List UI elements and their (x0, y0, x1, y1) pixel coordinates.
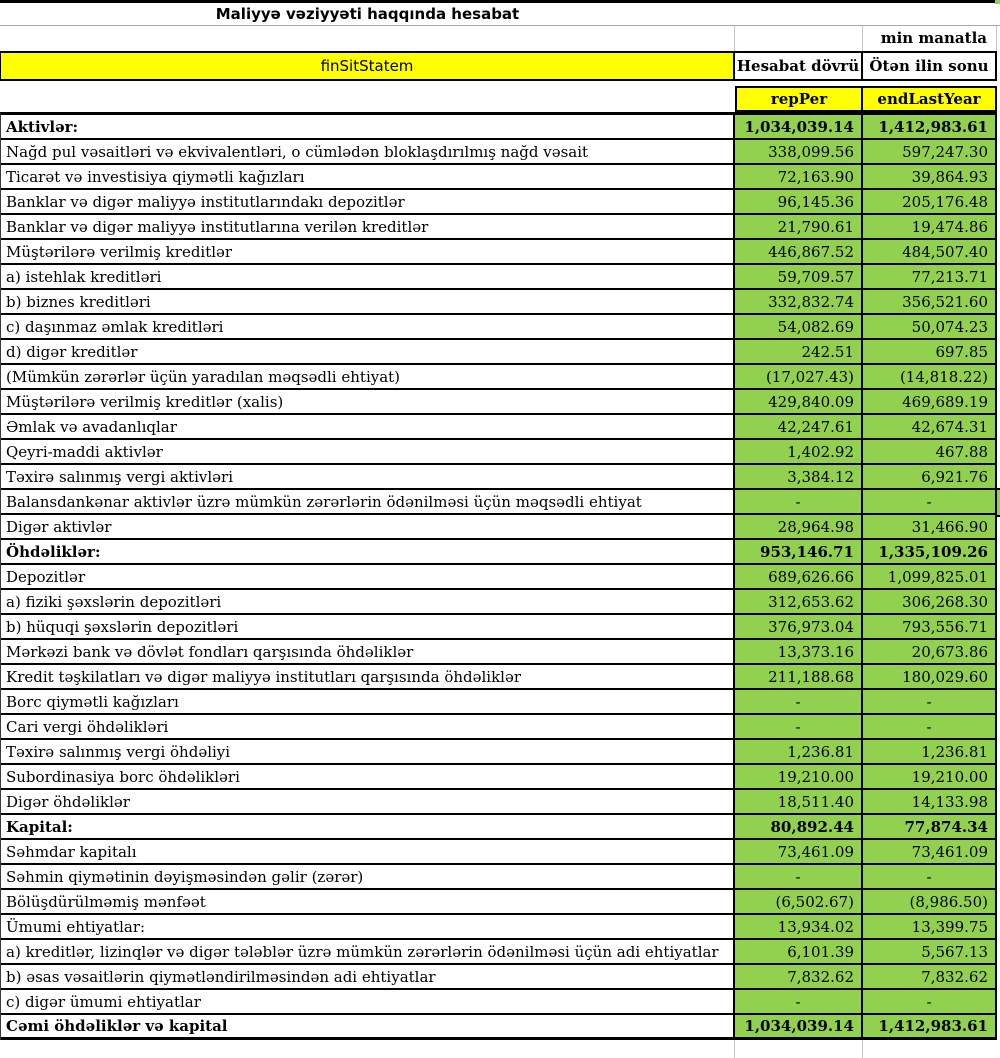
value-cell-end-last-year[interactable]: 31,466.90 (863, 515, 997, 540)
value-cell-end-last-year[interactable]: 467.88 (863, 440, 997, 465)
value-cell-end-last-year[interactable]: 13,399.75 (863, 915, 997, 940)
row-label-cell[interactable]: Digər öhdəliklər (1, 790, 735, 815)
row-label-cell[interactable]: a) fiziki şəxslərin depozitləri (1, 590, 735, 615)
value-cell-reporting-period[interactable]: 21,790.61 (735, 215, 863, 240)
value-cell-end-last-year[interactable]: (8,986.50) (863, 890, 997, 915)
header-cell-reporting-period[interactable]: Hesabat dövrü (735, 51, 863, 81)
row-label-cell[interactable]: d) digər kreditlər (1, 340, 735, 365)
row-label-cell[interactable]: b) biznes kreditləri (1, 290, 735, 315)
value-cell-end-last-year[interactable]: 5,567.13 (863, 940, 997, 965)
table-row (1, 440, 997, 465)
table-row (1, 165, 997, 190)
row-label-cell[interactable]: a) kreditlər, lizinqlər və digər tələblər üzrə mümkün zərərlərin ödənilməsi üçün adi ehtiyatlar (1, 940, 735, 965)
table-row (1, 390, 997, 415)
value-cell-reporting-period[interactable]: 18,511.40 (735, 790, 863, 815)
table-row (1, 465, 997, 490)
table-row (1, 565, 997, 590)
subheader-cell-repper[interactable]: repPer (735, 86, 863, 112)
value-cell-end-last-year[interactable]: 7,832.62 (863, 965, 997, 990)
table-row (1, 865, 997, 890)
table-row (1, 815, 997, 840)
row-label-cell[interactable]: a) istehlak kreditləri (1, 265, 735, 290)
row-label-cell[interactable]: Banklar və digər maliyyə institutlarındakı depozitlər (1, 190, 735, 215)
value-cell-reporting-period[interactable]: 1,034,039.14 (735, 1015, 863, 1040)
value-cell-end-last-year[interactable]: 180,029.60 (863, 665, 997, 690)
row-label-cell[interactable]: Aktivlər: (1, 115, 735, 140)
unit-note-row (0, 26, 997, 51)
table-row (1, 1015, 997, 1040)
value-cell-reporting-period[interactable]: (17,027.43) (735, 365, 863, 390)
value-cell-end-last-year[interactable]: 6,921.76 (863, 465, 997, 490)
subheader-cell-endlastyear[interactable]: endLastYear (863, 86, 997, 112)
row-label-cell[interactable]: Borc qiymətli kağızları (1, 690, 735, 715)
header-cell-end-of-last-year[interactable]: Ötən ilin sonu (863, 51, 997, 81)
table-row (1, 890, 997, 915)
table-row (1, 215, 997, 240)
table-row (1, 515, 997, 540)
row-label-cell[interactable]: Öhdəliklər: (1, 540, 735, 565)
table-row (1, 765, 997, 790)
value-cell-end-last-year[interactable]: 793,556.71 (863, 615, 997, 640)
value-cell-reporting-period[interactable]: - (735, 715, 863, 740)
subheader-row (735, 86, 997, 112)
table-body (0, 112, 997, 1040)
table-row (1, 140, 997, 165)
page-title: Maliyyə vəziyyəti haqqında hesabat (215, 5, 520, 23)
value-cell-reporting-period[interactable]: (6,502.67) (735, 890, 863, 915)
row-label-cell[interactable]: Təxirə salınmış vergi aktivləri (1, 465, 735, 490)
value-cell-reporting-period[interactable]: 689,626.66 (735, 565, 863, 590)
table-row (1, 415, 997, 440)
table-row (1, 290, 997, 315)
table-row (1, 115, 997, 140)
row-label-cell[interactable]: Mərkəzi bank və dövlət fondları qarşısında öhdəliklər (1, 640, 735, 665)
row-label-cell[interactable]: Kredit təşkilatları və digər maliyyə institutları qarşısında öhdəliklər (1, 665, 735, 690)
table-row (1, 740, 997, 765)
table-row (1, 615, 997, 640)
row-label-cell[interactable]: Depozitlər (1, 565, 735, 590)
value-cell-end-last-year[interactable]: 484,507.40 (863, 240, 997, 265)
value-cell-end-last-year[interactable]: 20,673.86 (863, 640, 997, 665)
green-cell-fragment-top-right (995, 0, 1000, 4)
table-row (1, 315, 997, 340)
value-cell-reporting-period[interactable]: 13,934.02 (735, 915, 863, 940)
row-label-cell[interactable]: Ümumi ehtiyatlar: (1, 915, 735, 940)
header-cell-finsitstatem[interactable]: finSitStatem (0, 51, 735, 81)
title-row (0, 3, 1000, 26)
value-cell-reporting-period[interactable]: 1,034,039.14 (735, 115, 863, 140)
row-label-cell[interactable]: Subordinasiya borc öhdəlikləri (1, 765, 735, 790)
value-cell-reporting-period[interactable]: 312,653.62 (735, 590, 863, 615)
value-cell-end-last-year[interactable]: 42,674.31 (863, 415, 997, 440)
value-cell-reporting-period[interactable]: 42,247.61 (735, 415, 863, 440)
row-label-cell[interactable]: Digər aktivlər (1, 515, 735, 540)
row-label-cell[interactable]: b) əsas vəsaitlərin qiymətləndirilməsindən adi ehtiyatlar (1, 965, 735, 990)
table-row (1, 365, 997, 390)
row-label-cell[interactable]: Balansdankənar aktivlər üzrə mümkün zərərlərin ödənilməsi üçün məqsədli ehtiyat (1, 490, 735, 515)
table-row (1, 915, 997, 940)
row-label-cell[interactable]: b) hüquqi şəxslərin depozitləri (1, 615, 735, 640)
value-cell-reporting-period[interactable]: 80,892.44 (735, 815, 863, 840)
value-cell-end-last-year[interactable]: 19,210.00 (863, 765, 997, 790)
value-cell-reporting-period[interactable]: 211,188.68 (735, 665, 863, 690)
unit-row-empty-cell-1[interactable] (0, 26, 735, 51)
value-cell-end-last-year[interactable]: 1,236.81 (863, 740, 997, 765)
value-cell-end-last-year[interactable]: 697.85 (863, 340, 997, 365)
value-cell-reporting-period[interactable]: 19,210.00 (735, 765, 863, 790)
value-cell-end-last-year[interactable]: - (863, 990, 997, 1015)
gridline-fragment-left (734, 1040, 735, 1058)
table-row (1, 790, 997, 815)
value-cell-end-last-year[interactable]: 597,247.30 (863, 140, 997, 165)
row-label-cell[interactable]: Cari vergi öhdəlikləri (1, 715, 735, 740)
value-cell-reporting-period[interactable]: - (735, 865, 863, 890)
row-label-cell[interactable]: c) digər ümumi ehtiyatlar (1, 990, 735, 1015)
value-cell-reporting-period[interactable]: 376,973.04 (735, 615, 863, 640)
value-cell-reporting-period[interactable]: 242.51 (735, 340, 863, 365)
header-row (0, 51, 997, 81)
table-row (1, 265, 997, 290)
gridline-fragment-right (862, 1040, 863, 1058)
row-label-cell[interactable]: Bölüşdürülməmiş mənfəət (1, 890, 735, 915)
row-label-cell[interactable]: Qeyri-maddi aktivlər (1, 440, 735, 465)
value-cell-end-last-year[interactable]: - (863, 690, 997, 715)
value-cell-reporting-period[interactable]: 338,099.56 (735, 140, 863, 165)
row-label-cell[interactable]: Əmlak və avadanlıqlar (1, 415, 735, 440)
value-cell-end-last-year[interactable]: 1,412,983.61 (863, 1015, 997, 1040)
value-cell-reporting-period[interactable]: 7,832.62 (735, 965, 863, 990)
row-label-cell[interactable]: Cəmi öhdəliklər və kapital (1, 1015, 735, 1040)
table-row (1, 190, 997, 215)
value-cell-reporting-period[interactable]: 72,163.90 (735, 165, 863, 190)
value-cell-end-last-year[interactable]: 73,461.09 (863, 840, 997, 865)
table-row (1, 715, 997, 740)
value-cell-reporting-period[interactable]: 1,236.81 (735, 740, 863, 765)
row-label-cell[interactable]: Banklar və digər maliyyə institutlarına verilən kreditlər (1, 215, 735, 240)
value-cell-end-last-year[interactable]: 50,074.23 (863, 315, 997, 340)
value-cell-reporting-period[interactable]: - (735, 990, 863, 1015)
value-cell-end-last-year[interactable]: 1,099,825.01 (863, 565, 997, 590)
value-cell-end-last-year[interactable]: 205,176.48 (863, 190, 997, 215)
value-cell-reporting-period[interactable]: 429,840.09 (735, 390, 863, 415)
value-cell-reporting-period[interactable]: 28,964.98 (735, 515, 863, 540)
value-cell-reporting-period[interactable]: 13,373.16 (735, 640, 863, 665)
value-cell-reporting-period[interactable]: 446,867.52 (735, 240, 863, 265)
table-row (1, 640, 997, 665)
value-cell-end-last-year[interactable]: 1,412,983.61 (863, 115, 997, 140)
row-label-cell[interactable]: Kapital: (1, 815, 735, 840)
value-cell-reporting-period[interactable]: 54,082.69 (735, 315, 863, 340)
table-row (1, 665, 997, 690)
value-cell-end-last-year[interactable]: 14,133.98 (863, 790, 997, 815)
value-cell-reporting-period[interactable]: 332,832.74 (735, 290, 863, 315)
value-cell-reporting-period[interactable]: 3,384.12 (735, 465, 863, 490)
value-cell-end-last-year[interactable]: 19,474.86 (863, 215, 997, 240)
table-row (1, 590, 997, 615)
row-label-cell[interactable]: c) daşınmaz əmlak kreditləri (1, 315, 735, 340)
row-label-cell[interactable]: (Mümkün zərərlər üçün yaradılan məqsədli ehtiyat) (1, 365, 735, 390)
value-cell-reporting-period[interactable]: 6,101.39 (735, 940, 863, 965)
value-cell-end-last-year[interactable]: (14,818.22) (863, 365, 997, 390)
row-label-cell[interactable]: Ticarət və investisiya qiymətli kağızları (1, 165, 735, 190)
value-cell-end-last-year[interactable]: 306,268.30 (863, 590, 997, 615)
row-label-cell[interactable]: Müştərilərə verilmiş kreditlər (xalis) (1, 390, 735, 415)
value-cell-reporting-period[interactable]: 73,461.09 (735, 840, 863, 865)
table-row (1, 965, 997, 990)
unit-note: min manatla (863, 26, 997, 51)
value-cell-end-last-year[interactable]: - (863, 715, 997, 740)
value-cell-end-last-year[interactable]: 77,874.34 (863, 815, 997, 840)
table-row (1, 490, 997, 515)
table-row (1, 240, 997, 265)
value-cell-end-last-year[interactable]: 469,689.19 (863, 390, 997, 415)
value-cell-end-last-year[interactable]: - (863, 865, 997, 890)
table-row (1, 990, 997, 1015)
table-row (1, 340, 997, 365)
row-label-cell[interactable]: Təxirə salınmış vergi öhdəliyi (1, 740, 735, 765)
table-row (1, 840, 997, 865)
table-row (1, 540, 997, 565)
value-cell-reporting-period[interactable]: 59,709.57 (735, 265, 863, 290)
row-label-cell[interactable]: Müştərilərə verilmiş kreditlər (1, 240, 735, 265)
value-cell-end-last-year[interactable]: - (863, 490, 997, 515)
value-cell-reporting-period[interactable]: 1,402.92 (735, 440, 863, 465)
row-label-cell[interactable]: Səhmdar kapitalı (1, 840, 735, 865)
table-row (1, 940, 997, 965)
value-cell-end-last-year[interactable]: 77,213.71 (863, 265, 997, 290)
value-cell-reporting-period[interactable]: 96,145.36 (735, 190, 863, 215)
table-row (1, 690, 997, 715)
row-label-cell[interactable]: Səhmin qiymətinin dəyişməsindən gəlir (zərər) (1, 865, 735, 890)
value-cell-reporting-period[interactable]: - (735, 690, 863, 715)
value-cell-reporting-period[interactable]: - (735, 490, 863, 515)
value-cell-end-last-year[interactable]: 1,335,109.26 (863, 540, 997, 565)
value-cell-end-last-year[interactable]: 356,521.60 (863, 290, 997, 315)
value-cell-end-last-year[interactable]: 39,864.93 (863, 165, 997, 190)
row-label-cell[interactable]: Nağd pul vəsaitləri və ekvivalentləri, o cümlədən bloklaşdırılmış nağd vəsait (1, 140, 735, 165)
value-cell-reporting-period[interactable]: 953,146.71 (735, 540, 863, 565)
unit-row-empty-cell-2[interactable] (735, 26, 863, 51)
